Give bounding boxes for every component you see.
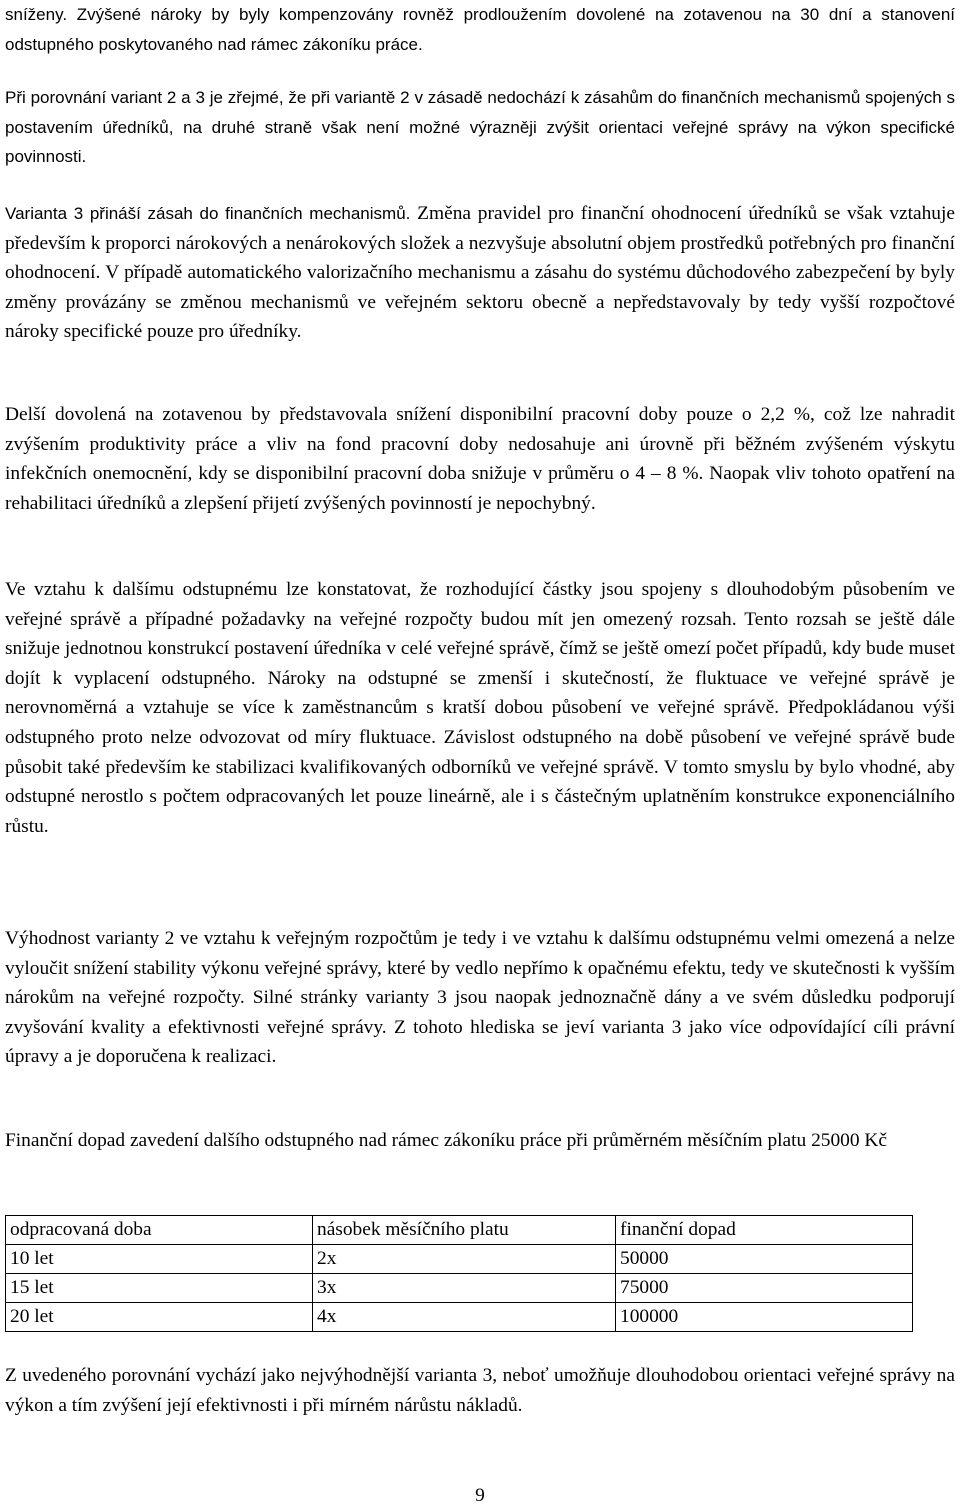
table-cell: 4x [313, 1303, 616, 1332]
variant-3-lead-sentence: Varianta 3 přináší zásah do finančních mechanismů. [5, 204, 411, 223]
table-header-cell: odpracovaná doba [6, 1216, 313, 1245]
table-cell: 75000 [616, 1274, 913, 1303]
paragraph-1: sníženy. Zvýšené nároky by byly kompenzovány rovněž prodloužením dovolené na zotavenou na 30 dní a stanovení odstupného poskytovaného nad rámec zákoníku práce. [5, 5, 955, 54]
table-row [6, 1303, 913, 1332]
paragraph-severance: Ve vztahu k dalšímu odstupnému lze konstatovat, že rozhodující částky jsou spojeny s dlouhodobým působením ve veřejné správě a případné požadavky na veřejné rozpočty budou mít jen omezený rozsah. Tento rozsah se ještě dále snižuje jednotnou konstrukcí postavení úředníka v celé veřejné správě, čímž se ještě omezí počet případů, kdy bude muset dojít k vyplacení odstupného. Nároky na odstupné se zmenší i skutečností, že fluktuace ve veřejné správě je nerovnoměrná a vztahuje se více k zaměstnancům s kratší dobou působení ve veřejné správě. Předpokládanou výši odstupného proto nelze odvozovat od míry fluktuace. Závislost odstupného na době působení ve veřejné správě bude působit také především ke stabilizaci kvalifikovaných odborníků ve veřejné správě. V tomto smyslu by bylo vhodné, aby odstupné nerostlo s počtem odpracovaných let pouze lineárně, ale i s částečným uplatněním konstrukce exponenciálního růstu. [5, 579, 955, 837]
paragraph-conclusion: Z uvedeného porovnání vychází jako nejvýhodnější varianta 3, neboť umožňuje dlouhodobou orientaci veřejné správy na výkon a tím zvýšení její efektivnosti i při mírném nárůstu nákladů. [5, 1365, 955, 1416]
table-cell: 3x [313, 1274, 616, 1303]
variant-3-body: Změna pravidel pro finanční ohodnocení úředníků se však vztahuje především k proporci nárokových a nenárokových složek a nezvyšuje absolutní objem prostředků potřebných pro finanční ohodnocení. V případě automatického valorizačního mechanismu a zásahu do systému důchodového zabezpečení by byly změny provázány se změnou mechanismů ve veřejném sektoru obecně a nepředstavovaly by tedy vyšší rozpočtové nároky specifické pouze pro úředníky. [5, 203, 955, 343]
table-row [6, 1245, 913, 1274]
table-cell: 100000 [616, 1303, 913, 1332]
table-header-row [6, 1216, 913, 1245]
table-cell: 2x [313, 1245, 616, 1274]
paragraph-advantage: Výhodnost varianty 2 ve vztahu k veřejným rozpočtům je tedy i ve vztahu k dalšímu odstupnému velmi omezená a nelze vyloučit snížení stability výkonu veřejné správy, které by vedlo nepřímo k opačnému efektu, tedy ve skutečnosti k vyšším nárokům na veřejné rozpočty. Silné stránky varianty 3 jsou naopak jednoznačně dány a ve svém důsledku podporují zvyšování kvality a efektivnosti veřejné správy. Z tohoto hlediska se jeví varianta 3 jako více odpovídající cíli právní úpravy a je doporučena k realizaci. [5, 928, 955, 1068]
table-header-cell: finanční dopad [616, 1216, 913, 1245]
table-row [6, 1274, 913, 1303]
table-cell: 15 let [6, 1274, 313, 1303]
table-cell: 10 let [6, 1245, 313, 1274]
table-cell: 50000 [616, 1245, 913, 1274]
paragraph-vacation: Delší dovolená na zotavenou by představovala snížení disponibilní pracovní doby pouze o 2,2 %, což lze nahradit zvýšením produktivity práce a vliv na fond pracovní doby nedosahuje ani úrovně při běžném zvýšeném výskytu infekčních onemocnění, kdy se disponibilní pracovní doba snižuje v průměru o 4 – 8 %. Naopak vliv tohoto opatření na rehabilitaci úředníků a zlepšení přijetí zvýšených povinností je nepochybný. [5, 404, 955, 514]
severance-table [5, 1215, 913, 1332]
paragraph-variant-comparison: Při porovnání variant 2 a 3 je zřejmé, že při variantě 2 v zásadě nedochází k zásahům do finančních mechanismů spojených s postavením úředníků, na druhé straně však není možné výrazněji zvýšit orientaci veřejné správy na výkon specifické povinnosti. [5, 88, 955, 167]
page-number: 9 [475, 1485, 485, 1506]
table-caption: Finanční dopad zavedení dalšího odstupného nad rámec zákoníku práce při průměrném měsíčním platu 25000 Kč [5, 1130, 888, 1151]
table-cell: 20 let [6, 1303, 313, 1332]
paragraph-variant-3 [5, 199, 955, 347]
table-header-cell: násobek měsíčního platu [313, 1216, 616, 1245]
